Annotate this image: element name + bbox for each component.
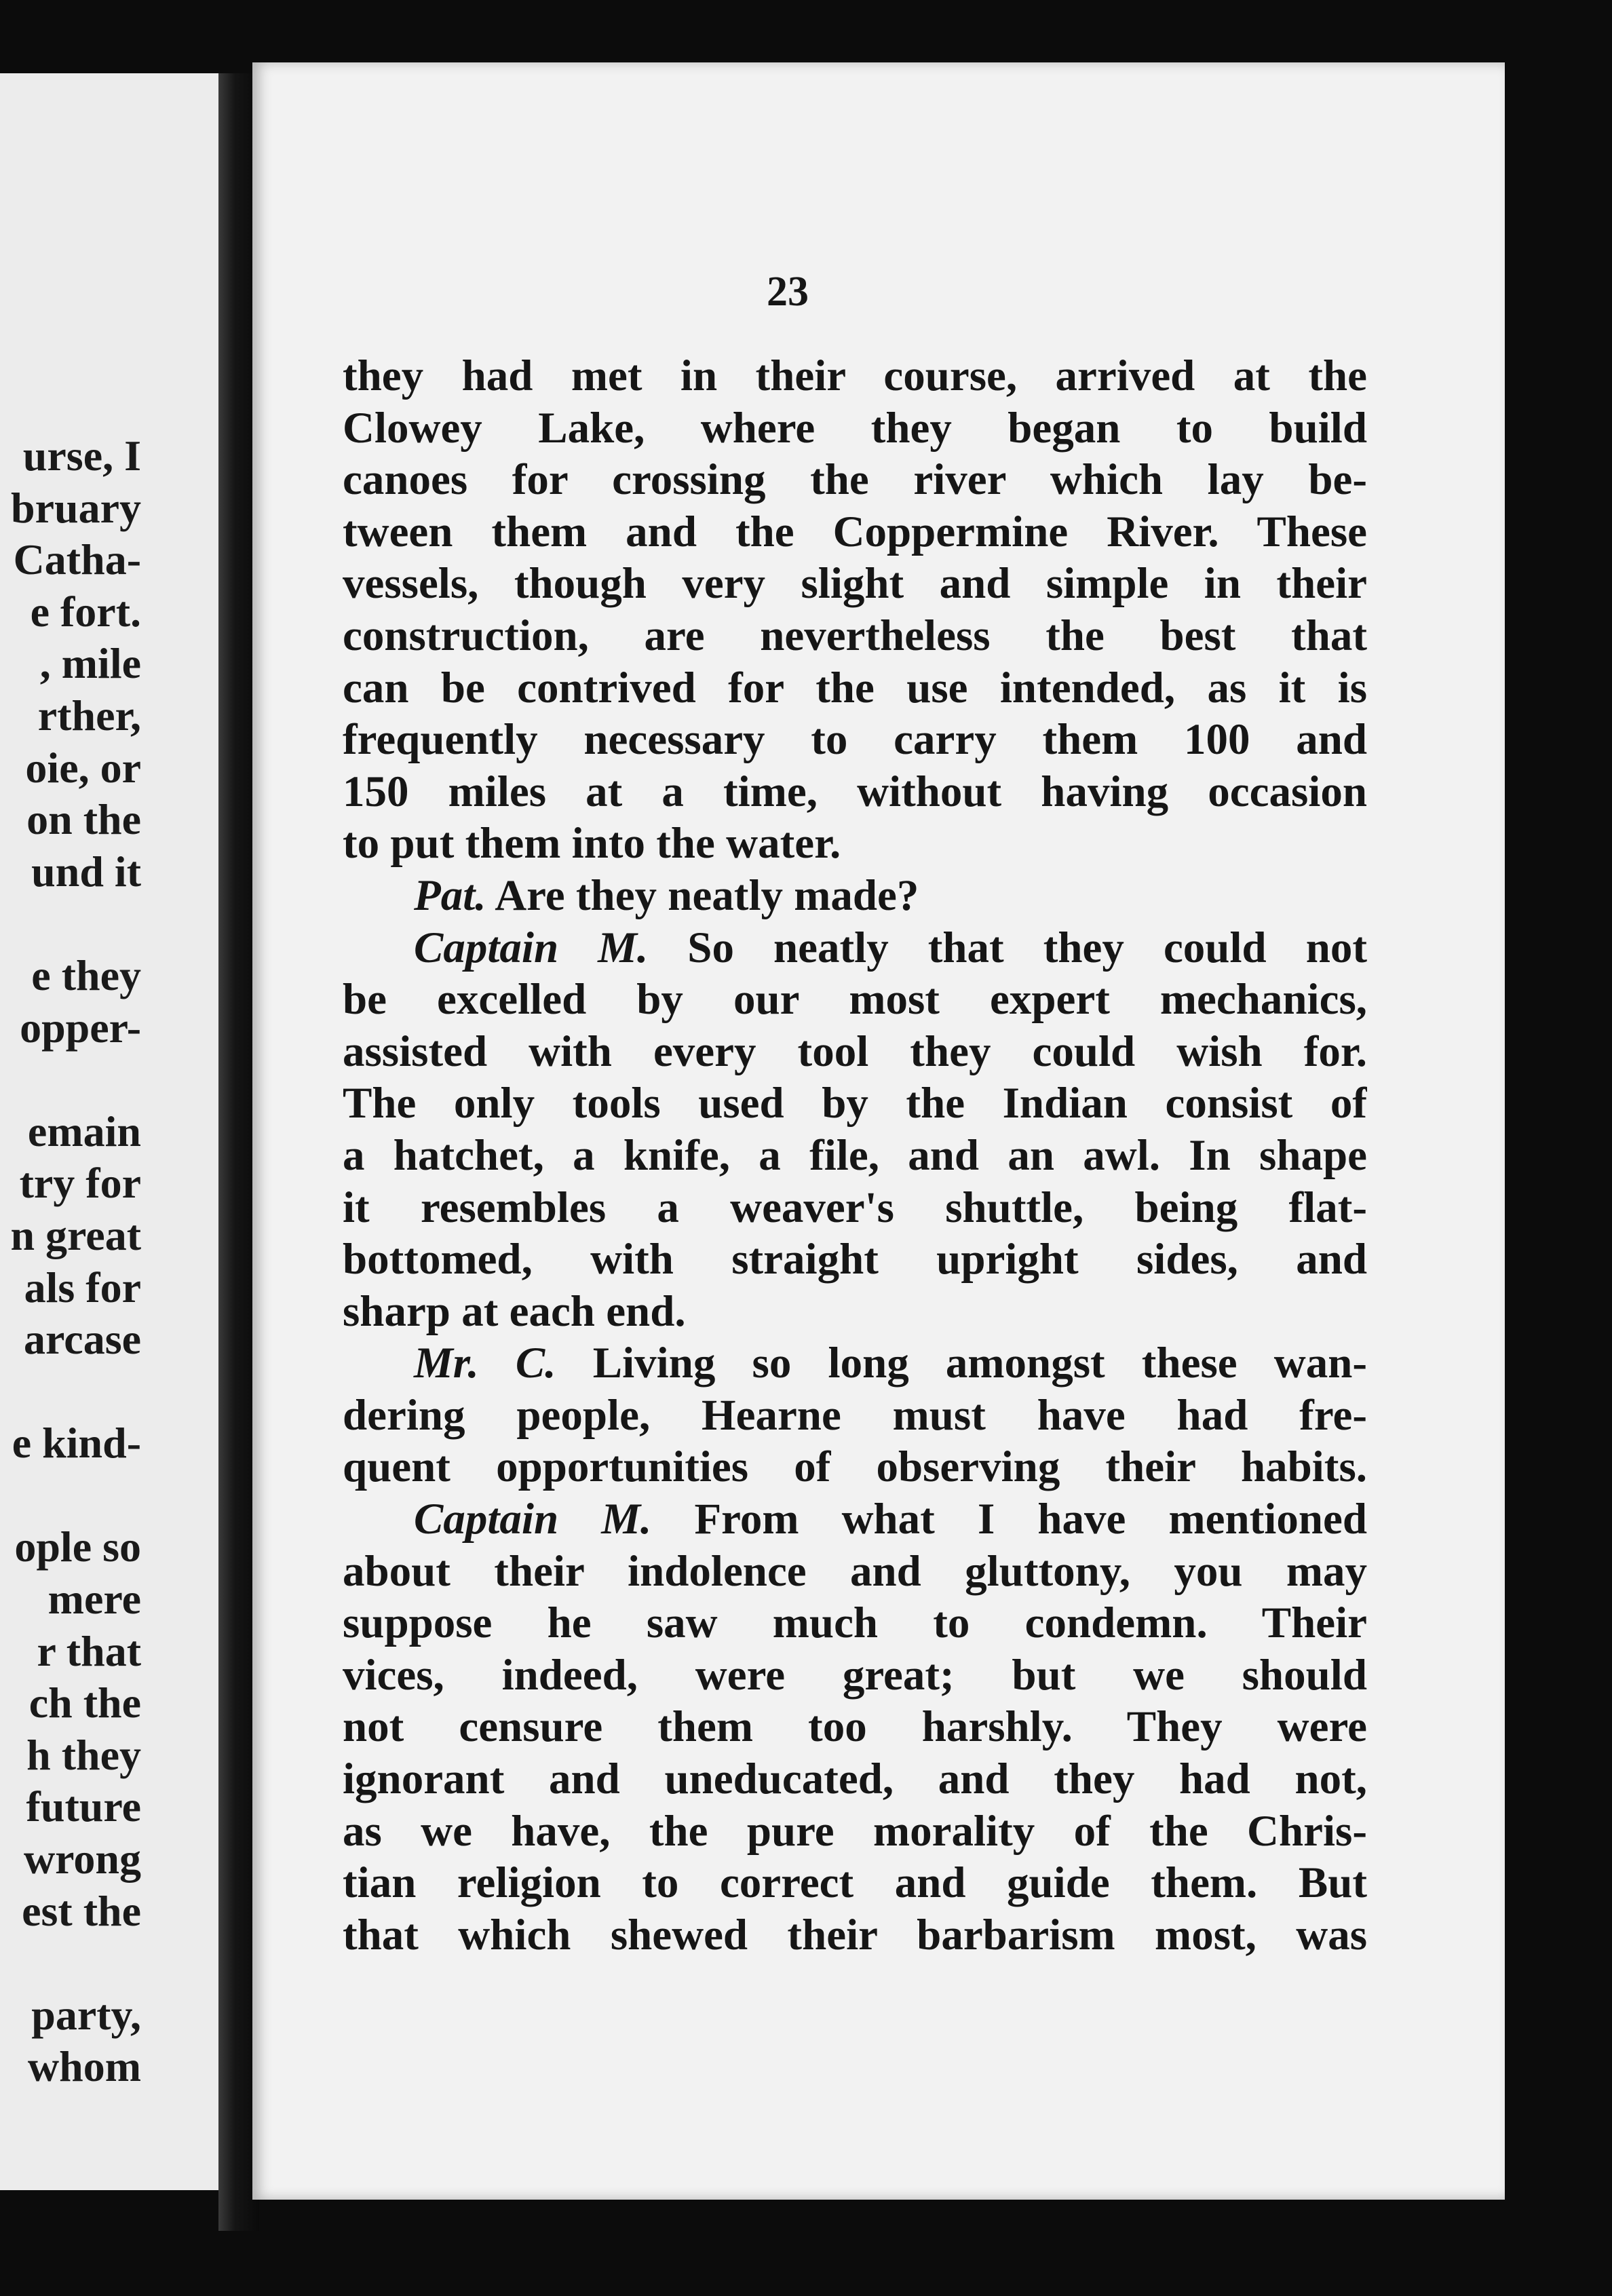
line-text: it resembles a weaver's shuttle, being flat- [343,1183,1367,1232]
line-text: tween them and the Coppermine River. These [343,507,1367,556]
text-line [343,1390,1367,1442]
left-text-fragment [0,1366,141,1418]
left-text-fragment: ople so [14,1523,141,1571]
left-text-fragment [0,898,141,950]
text-line [343,1753,1367,1805]
line-text: to put them into the water. [343,819,841,868]
left-text-fragment: whom [27,2042,141,2091]
text-line [343,1805,1367,1858]
left-text-fragment [0,1470,141,1522]
line-text: construction, are nevertheless the best that [343,611,1367,660]
text-line [343,1701,1367,1753]
line-text: So neatly that they could not [687,923,1367,972]
text-line [343,1857,1367,1909]
line-text: suppose he saw much to condemn. Their [343,1599,1367,1648]
line-text: The only tools used by the Indian consist of [343,1079,1367,1128]
main-text [343,350,1367,1961]
text-line [343,1130,1367,1182]
left-text-fragment: urse, I [22,432,141,480]
text-line [343,454,1367,506]
line-text: can be contrived for the use intended, as it is [343,663,1367,712]
line-text: Living so long amongst these wan- [592,1339,1367,1388]
text-line [343,766,1367,818]
text-line [343,1077,1367,1130]
left-text-fragment: bruary [11,483,141,532]
line-text: ignorant and uneducated, and they had not, [343,1755,1367,1804]
left-text-fragment: future [26,1782,141,1831]
left-text-fragment: wrong [23,1835,141,1883]
left-page-text [0,430,141,2093]
left-text-fragment [0,1054,141,1106]
line-text: sharp at each end. [343,1286,686,1336]
line-text: that which shewed their barbarism most, was [343,1910,1367,1959]
text-line [343,1546,1367,1598]
line-text: as we have, the pure morality of the Chris- [343,1806,1367,1856]
text-line [343,714,1367,766]
left-text-fragment: opper- [20,1003,141,1052]
line-text: about their indolence and gluttony, you may [343,1546,1367,1596]
line-text: bottomed, with straight upright sides, and [343,1235,1367,1284]
left-text-fragment: e fort. [30,587,141,636]
line-text: tian religion to correct and guide them. But [343,1858,1367,1908]
left-text-fragment: n great [10,1210,141,1259]
left-text-fragment: try for [19,1159,141,1208]
text-line [343,922,1367,974]
left-text-fragment: on the [26,795,141,844]
left-page [0,73,218,2190]
text-line [343,1493,1367,1546]
line-text: dering people, Hearne must have had fre- [343,1390,1367,1440]
text-line [343,662,1367,714]
line-text: they had met in their course, arrived at the [343,351,1367,400]
left-text-fragment: r that [37,1626,141,1675]
left-text-fragment: oie, or [25,743,141,792]
line-text: not censure them too harshly. They were [343,1702,1367,1752]
text-line [343,506,1367,558]
text-line [343,818,1367,870]
left-text-fragment: e they [31,951,141,999]
left-text-fragment: ch the [28,1679,141,1727]
text-line [343,1597,1367,1649]
text-line [343,1233,1367,1286]
left-text-fragment: und it [31,847,141,896]
left-text-fragment: mere [47,1575,141,1624]
text-line [343,350,1367,402]
line-text: a hatchet, a knife, a file, and an awl. In shape [343,1130,1367,1180]
text-line [343,1026,1367,1078]
line-text: vessels, though very slight and simple in their [343,559,1367,609]
line-text: Are they neatly made? [495,870,919,920]
text-line [343,1182,1367,1234]
speaker-name: Captain M. [414,923,649,972]
speaker-name: Captain M. [414,1495,652,1544]
text-line [343,1909,1367,1962]
line-text: assisted with every tool they could wish for. [343,1027,1367,1076]
left-text-fragment: party, [31,1990,141,2039]
left-text-fragment: rther, [37,691,141,740]
text-line [343,402,1367,455]
line-text: From what I have mentioned [694,1495,1367,1544]
text-line [343,1441,1367,1493]
left-text-fragment: emain [27,1107,141,1155]
text-line [343,1649,1367,1702]
text-line [343,870,1367,922]
text-line [343,1337,1367,1390]
left-text-fragment: est the [22,1886,141,1935]
line-text: canoes for crossing the river which lay be- [343,455,1367,505]
left-text-fragment: Catha- [13,535,141,584]
line-text: frequently necessary to carry them 100 and [343,715,1367,765]
left-text-fragment [0,1937,141,1989]
left-text-fragment: arcase [24,1315,141,1364]
speaker-name: Mr. C. [414,1339,556,1388]
text-line [343,1286,1367,1338]
line-text: vices, indeed, were great; but we should [343,1650,1367,1700]
left-text-fragment: h they [26,1730,141,1779]
line-text: quent opportunities of observing their habits. [343,1442,1367,1492]
line-text: be excelled by our most expert mechanics, [343,975,1367,1025]
line-text: Clowey Lake, where they began to build [343,403,1367,453]
text-line [343,558,1367,610]
text-line [343,974,1367,1026]
speaker-name: Pat. [414,870,486,920]
left-text-fragment: als for [24,1263,141,1312]
text-line [343,610,1367,662]
left-text-fragment: , mile [39,639,141,688]
line-text: 150 miles at a time, without having occasion [343,767,1367,816]
left-text-fragment: e kind- [12,1419,141,1468]
page-number: 23 [767,269,809,315]
